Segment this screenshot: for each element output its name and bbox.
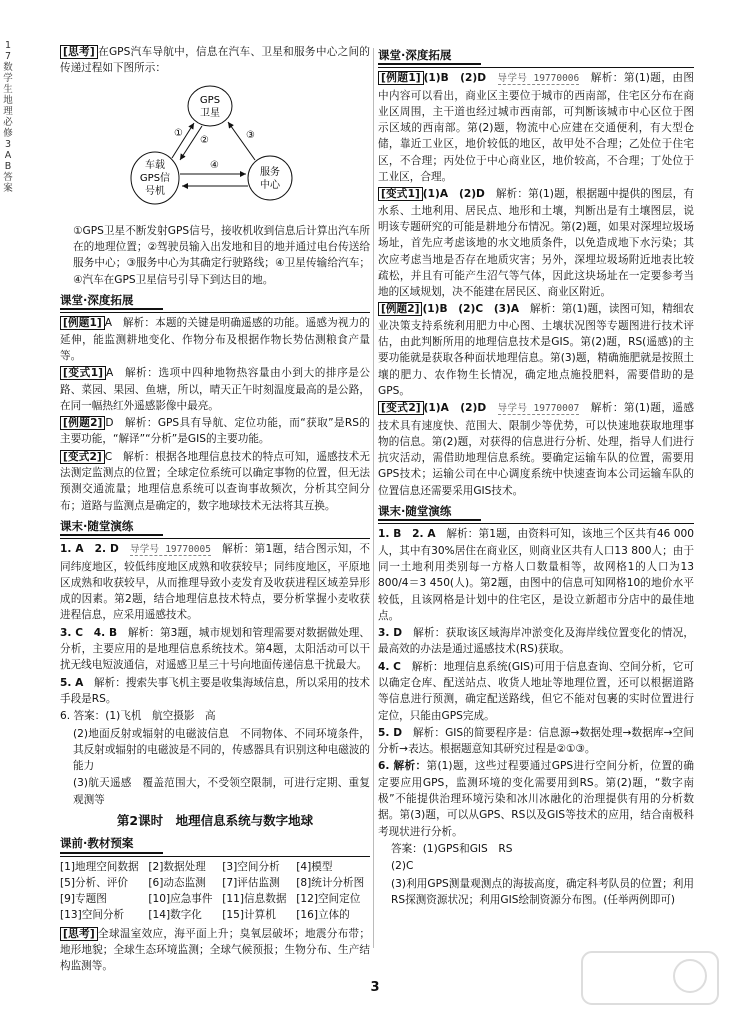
left-q6-2: (2)地面反射或辐射的电磁波信息 不同物体、不同环境条件，其反射或辐射的电磁波是不同的，传感器具有识别这种电磁波的能力 bbox=[73, 727, 370, 773]
lesson-title: 第2课时 地理信息系统与数字地球 bbox=[116, 812, 314, 828]
section-title-keqian: 课前·教材预案 bbox=[60, 835, 163, 853]
section-title-ketang: 课堂·深度拓展 bbox=[60, 292, 163, 310]
left-sikao-intro bbox=[60, 44, 370, 77]
left-q12: 1. A 2. D 导学号 19770005 解析：第1题，结合图示知，不同纬度地区，较低纬度地区成熟和收获较早；同纬度地区，平原地区成熟和收获较早，从而推理导致小麦发育及收获进程区域差异形成的因素。第2题，结合地理信息技术特点，要分析掌握小麦收获进程信息，应采用遥感技术。 bbox=[60, 543, 370, 622]
right-q6: 6. 解析：第(1)题，这些过程要通过GPS进行空间分析，位置的确定要应用GPS，监测环境的变化需要用到RS。第(2)题，“数字南极”不能提供治理环境污染和冰川冰融化的治理提供有用的分析数据。第(3)题，可以从GPS、RS以及GIS等技术的应用，结合南极科考现状进行分析。 bbox=[378, 760, 695, 838]
yuan-item: [16]立体的 bbox=[296, 909, 350, 922]
left-li2: [例题2] D 解析：GPS具有导航、定位功能，而“获取”是RS的主要功能，“解译”“分析”是GIS的主要功能。 bbox=[60, 417, 370, 446]
column-divider bbox=[373, 48, 374, 948]
right-li1: [例题1] (1)B (2)D 导学号 19770006 解析：第(1)题，由图中内容可以看出，商业区主要位于城市的西南部，住宅区分布在商业区周围，主干道也经过城市西南部，可判断该城市中心区位于图示区域的西南部。第(2)题，物流中心应建在交通便利，有大型仓储，靠近工业区，地价较低的地区，故甲处不合理；乙处位于住宅区，不合理；丙处位于中心商业区，地价较高，不合理；丁处位于工业区，合理。 bbox=[378, 72, 694, 184]
section-header-ketang bbox=[60, 289, 370, 313]
yuan-item: [5]分析、评价 bbox=[60, 876, 128, 889]
right-q6-ans2: (2)C bbox=[391, 860, 414, 873]
node-service-center bbox=[248, 156, 292, 200]
section-header-kemo bbox=[60, 515, 370, 539]
yuan-item: [3]空间分析 bbox=[222, 860, 280, 873]
diagram-label-1: ① bbox=[174, 127, 183, 139]
yuan-item: [4]模型 bbox=[296, 860, 333, 873]
yuan-item: [9]专题图 bbox=[60, 893, 107, 906]
yuan-item: [1]地理空间数据 bbox=[60, 860, 139, 873]
node-gps-line1: GPS bbox=[199, 94, 221, 106]
arrow-gps-to-car bbox=[180, 126, 202, 160]
section-header-ketang-right bbox=[378, 44, 694, 68]
sikao-tag: [思考] bbox=[60, 45, 98, 59]
yuan-item: [13]空间分析 bbox=[60, 909, 125, 922]
left-q6-3: (3)航天遥感 覆盖范围大，不受领空限制，可进行定期、重复观测等 bbox=[73, 777, 370, 806]
spine-label: 17 数学生地理必修3 AB 答案 bbox=[3, 40, 13, 194]
watermark-logo bbox=[580, 948, 720, 1008]
left-li1: [例题1] A 解析：本题的关键是明确遥感的功能。遥感为视力的延伸，能监测耕地变化、作物分布及根据作物长势估测粮食产量等。 bbox=[60, 317, 370, 362]
node-car-line2: GPS信 bbox=[139, 172, 171, 184]
right-bs2: [变式2] (1)A (2)D 导学号 19770007 解析：第(1)题，遥感技术具有速度快、范围大、限制少等优势，可以快速地获取地理事物的信息。第(2)题，对获得的信息进行分析、处理，指导人们进行抗灾活动，需借助地理信息系统。要确定运输车队的位置，需要用GPS技术；运输公司在中心调度系统中快速查询本公司运输车队的位置信息还需要采用GIS技术。 bbox=[378, 402, 695, 497]
section-title-kemo: 课末·随堂演练 bbox=[60, 518, 163, 536]
node-service-line1: 服务 bbox=[260, 166, 280, 178]
arrow-service-to-gps bbox=[228, 122, 255, 160]
section-header-kewqian bbox=[60, 832, 370, 856]
yuan-item: [7]评估监测 bbox=[222, 876, 280, 889]
section-header-kemo-right bbox=[378, 500, 694, 524]
daoxue-code: 导学号 19770005 bbox=[129, 544, 211, 556]
left-q6-head: 6. 答案：(1)飞机 航空摄影 高 bbox=[60, 710, 216, 723]
yuan-item: [11]信息数据 bbox=[222, 893, 287, 906]
left-bs2: [变式2] C 解析：根据各地理信息技术的特点可知，遥感技术无法测定监测点的位置；全球定位系统可以确定事物的位置，但无法预测交通流量；地理信息系统可以查询事故频次，分析其空间分布；道路与监测点是确定的，数字地球技术无法将其互换。 bbox=[60, 450, 370, 512]
yuan-answer-grid bbox=[60, 859, 370, 924]
right-q6-ans3: (3)利用GPS测量观测点的海拔高度，确定科考队员的位置；利用RS探测资源状况；利用GIS绘制资源分布图。(任举两例即可) bbox=[391, 877, 694, 906]
daoxue-code: 导学号 19770007 bbox=[497, 403, 580, 415]
sikao-intro-text: 在GPS汽车导航中，信息在汽车、卫星和服务中心之间的传递过程如下图所示： bbox=[60, 46, 370, 75]
gps-diagram bbox=[60, 78, 370, 218]
yuan-item: [14]数字化 bbox=[148, 909, 202, 922]
yuan-item: [10]应急事件 bbox=[148, 893, 213, 906]
yuan-item: [12]空间定位 bbox=[296, 893, 361, 906]
left-q34: 3. C 4. B 解析：第3题，城市规划和管理需要对数据做处理、分析，主要应用的是地理信息系统技术。第4题，太阳活动可以干扰无线电短波通信，对遥感卫星三十号向地面传递信息干扰最大。 bbox=[60, 626, 370, 672]
node-gps-line2: 卫星 bbox=[200, 107, 220, 119]
left-q5: 5. A 解析：搜索失事飞机主要是收集海域信息，所以采用的技术手段是RS。 bbox=[60, 676, 371, 705]
section-title-kemo-right: 课末·随堂演练 bbox=[378, 503, 481, 521]
page-number: 3 bbox=[370, 980, 380, 995]
yuan-item: [15]计算机 bbox=[222, 909, 276, 922]
diagram-label-2: ② bbox=[200, 134, 209, 146]
right-q6-ans: 答案：(1)GPS和GIS RS bbox=[391, 842, 513, 855]
right-column bbox=[378, 44, 694, 909]
node-car-line1: 车载 bbox=[145, 159, 165, 171]
section-title-ketang-right: 课堂·深度拓展 bbox=[378, 47, 481, 65]
diagram-label-4: ④ bbox=[210, 159, 219, 171]
yuan-item: [8]统计分析图 bbox=[296, 876, 365, 889]
right-q4: 4. C 解析：地理信息系统(GIS)可用于信息查询、空间分析，它可以确定仓库、配送站点、收货人地址等地理位置，还可以根据道路等信息进行预测，确定配送路线，但它不能对包裹的实时位置进行定位，只能由GPS完成。 bbox=[378, 660, 695, 722]
node-service-line2: 中心 bbox=[260, 179, 280, 191]
diagram-label-3: ③ bbox=[246, 129, 255, 141]
right-q5: 5. D 解析：GIS的简要程序是：信息源→数据处理→数据库→空间分析→表达。根据题意知其研究过程是②①③。 bbox=[378, 726, 695, 756]
right-bs1: [变式1] (1)A (2)D 解析：第(1)题，根据题中提供的图层，有水系、土地利用、居民点、地形和土壤，判断出是有土壤图层，说明该专题研究的可能是耕地分布情况。第(2)题，如果对深埋垃圾场场址，首先应考虑该地的水文地质条件，以免造成地下水污染；其次应考虑当地是否存在地质灾害；另外，深埋垃圾场附近地表比较疏松，并且有可能产生沼气等气体，因此这块场址在一定要参考当地的区域规划，决不能建在居民区、商业区附近。 bbox=[378, 188, 695, 299]
left-column bbox=[60, 44, 370, 976]
right-li2: [例题2] (1)B (2)C (3)A 解析：第(1)题，读图可知，精细农业决策支持系统利用肥力中心图、土壤状况图等专题图进行技术评估，由此判断所用的地理信息技术是GIS。第(2)题，RS(遥感)的主要功能就是获取各种面状地理信息。第(3)题，精确施肥就是按照土壤的肥力、农作物生长情况，确定地点施投肥料，需要借助的是GPS。 bbox=[378, 303, 694, 397]
left-sikao2: [思考] 全球温室效应，海平面上升；臭氧层破坏；地震分布带；地形地貌；全球生态环境监测；全球气候预报；生物分布、生产结构监测等。 bbox=[60, 927, 371, 973]
sikao-explain: ①GPS卫星不断发射GPS信号，接收机收到信息后计算出汽车所在的地理位置；②驾驶员输入出发地和目的地并通过电台传送给服务中心；③服务中心为其确定行驶路线；④卫星传输给汽车；④汽车在GPS卫星信号引导下到达目的地。 bbox=[73, 224, 370, 286]
right-q3: 3. D 解析：获取该区域海岸冲淤变化及海岸线位置变化的情况，最高效的办法是通过遥感技术(RS)获取。 bbox=[378, 627, 695, 656]
left-bs1: [变式1] A 解析：选项中四种地物热容量由小到大的排序是公路、菜园、果园、鱼塘，所以，晴天正午时刻温度最高的是公路，在同一幅热红外遥感影像中最亮。 bbox=[60, 367, 371, 412]
yuan-item: [6]动态监测 bbox=[148, 876, 206, 889]
node-car-line3: 号机 bbox=[145, 185, 165, 197]
right-q1: 1. B 2. A 解析：第1题，由资料可知，该地三个区共有46 000人，其中有30%居住在商业区，则商业区共有人口13 800人；由于同一土地利用类别每一方格人口数量相等，故网格1的人口为13 800/4＝3 450(人)。第2题，由图中的信息可知网格10的地价水平较低，且该网格是计划中的住宅区，是设立新超市分店中的最佳地点。 bbox=[378, 528, 695, 622]
yuan-item: [2]数据处理 bbox=[148, 860, 206, 873]
node-gps-satellite bbox=[188, 86, 232, 126]
daoxue-code: 导学号 19770006 bbox=[497, 73, 580, 85]
